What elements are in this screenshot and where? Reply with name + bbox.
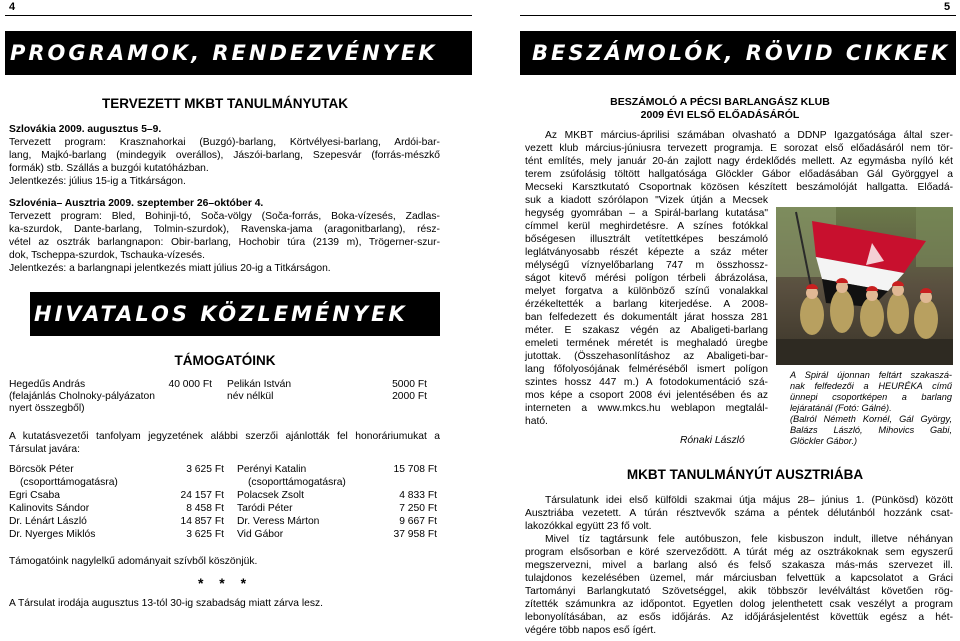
report-line: tént említés, mely január 20-án zajlott nagy érdeklődés mellett. Az egymásba nyíló két [525, 156, 953, 167]
trip1-line: lang, Majkó-barlang (mindegyik overállos), Jászói-barlang, Szepesvár (forrás-mészkő [9, 150, 440, 161]
report-line: szintes hossz 447 m.) A fotodokumentáció szá- [525, 377, 768, 388]
caption-line: ünnepi csoportképen a barlang [790, 392, 952, 402]
report-line: címmel kerül meghirdetésre. A színes fotókkal [525, 221, 768, 232]
supporter-name: nyert összegből) [9, 403, 85, 414]
heading-line: BESZÁMOLÓ A PÉCSI BARLANGÁSZ KLUB [610, 96, 830, 108]
heading-pecs-club-report [540, 96, 900, 122]
austria-line: program elsősorban e köré szerveződött. A túrát még az osztrákoknak sem egyszerű [525, 547, 953, 558]
supporter-amount: 2000 Ft [392, 391, 427, 402]
report-line: terem zsúfolásig töltött hallgatósága Glöckler Gábor előadásában Gál Györggyel a [525, 169, 953, 180]
report-line: ható. [525, 416, 548, 427]
author-amount: 14 857 Ft [180, 516, 224, 527]
austria-line: megszervezni, mivel a barlang alsó és felső szakasza más-más szervezet ill. [525, 560, 953, 571]
author-amount: 4 833 Ft [399, 490, 437, 501]
trip2-line: vétel az osztrák barlangnapon: Obir-barlang, Hochobir túra (2139 m), Trögerner-szur- [9, 237, 440, 248]
caption-line: Balázs László, Mihovics Gabi, [790, 425, 952, 435]
caption-line: A Spirál újonnan feltárt szakaszá- [790, 370, 952, 380]
austria-line: Mivel tíz tagtársunk fele autóbuszon, fele kisbuszon indult, illetve néhányan [545, 534, 953, 545]
austria-line: végére több napos eső ígért. [525, 625, 657, 636]
heading-austria-trip: MKBT TANULMÁNYÚT AUSZTRIÁBA [626, 467, 864, 482]
report-line: emeleti termének méretét is meghaladó üregbe [525, 338, 768, 349]
trip1-line: Tervezett program: Krasznahorkai (Buzgó)-barlang, Körtvélyesi-barlang, Ardói-bar- [9, 137, 440, 148]
caption-line: (Balról Németh Kornél, Gál György, [790, 414, 952, 424]
heading-planned-trips: TERVEZETT MKBT TANULMÁNYUTAK [102, 96, 348, 111]
report-line: vezett klub március-júniusra tervezett programja. E sorozat első előadásáról nem tör- [525, 143, 953, 154]
report-line: ságot kitevő mérési polígon térbeli ábrázolása, [525, 273, 768, 284]
trip1-line: Jelentkezés: július 15-ig a Titkárságon. [9, 176, 186, 187]
report-line: bőségesen illusztrált vetítettképes beszámoló [525, 234, 768, 245]
supporter-amount: 5000 Ft [392, 379, 427, 390]
page-number-left: 4 [9, 1, 16, 13]
author-amount: 37 958 Ft [393, 529, 437, 540]
caption-line: lejáratánál (Fotó: Gálné). [790, 403, 892, 413]
cave-group-photo [776, 207, 953, 365]
trip2-line: dok, Tscheppa-szurdok, Tschauka-vízesés. [9, 250, 205, 261]
author-name: Kalinovits Sándor [9, 503, 90, 514]
author-name: Börcsök Péter [9, 464, 74, 475]
report-line: mélységű víznyelőbarlang 747 m összhossz- [525, 260, 768, 271]
report-line: leglátványosabb részét képezte a száz méter [525, 247, 768, 258]
report-line: érzékeltették a barlang kiterjedése. A 2008- [525, 299, 768, 310]
report-author: Rónaki László [680, 435, 745, 446]
supporter-name: (felajánlás Cholnoky-pályázaton [9, 391, 155, 402]
report-line: Az MKBT március-áprilisi számában olvasható a DDNP Igazgatósága által szer- [545, 130, 953, 141]
authors-intro-line: A kutatásvezetői tanfolyam jegyzetének alábbi szerzői ajánlották fel honoráriumukat a [9, 431, 440, 442]
header-rule-left [5, 15, 472, 16]
trip-slovenia-austria [9, 197, 440, 275]
author-name: Perényi Katalin [237, 464, 307, 475]
austria-trip-paragraph [525, 494, 953, 637]
author-amount: 3 625 Ft [186, 464, 224, 475]
report-paragraph-full [525, 129, 953, 194]
author-name: Dr. Veress Márton [237, 516, 320, 527]
austria-line: Ausztriába vezetett. A túrán résztvevők száma a péntek délutánból hozzánk csat- [525, 508, 953, 519]
author-amount: 24 157 Ft [180, 490, 224, 501]
austria-line: tulajdonos kezelésében üzemel, már márciusban felvettük a kapcsolatot a Gráci [525, 573, 953, 584]
report-line: mos képe a csoport 2008 évi jelentésében és az [525, 390, 768, 401]
trip-slovakia [9, 123, 440, 188]
page-number-right: 5 [944, 1, 951, 13]
trip1-line: formák) stb. Szállás a buzgói kutatóházban. [9, 163, 209, 174]
author-amount: 7 250 Ft [399, 503, 437, 514]
thanks-text: Támogatóink nagylelkű adományait szívből köszönjük. [9, 556, 258, 567]
banner-reports: BESZÁMOLÓK, RÖVID CIKKEK [520, 31, 956, 75]
report-line: lang főfolyosójának felméréséből ismert polígon [525, 364, 768, 375]
author-note: (csoporttámogatásra) [20, 477, 118, 488]
office-closed-notice: A Társulat irodája augusztus 13-tól 30-ig szabadság miatt zárva lesz. [9, 598, 324, 609]
report-line: Mecseki Karsztkutató Csoportnak közösen készített beszámolóját hallgatta. Előadá- [525, 182, 953, 193]
author-amount: 15 708 Ft [393, 464, 437, 475]
austria-line: Társulatunk idei első külföldi szakmai útja május 28– június 1. (Pünkösd) között [545, 495, 953, 506]
author-name: Dr. Lénárt László [9, 516, 87, 527]
supporter-name: Pelikán István [227, 379, 292, 390]
author-amount: 9 667 Ft [399, 516, 437, 527]
author-name: Taródi Péter [237, 503, 293, 514]
section-separator-stars: * * * [197, 575, 253, 591]
austria-line: Tartományi Barlangkutató Szövetséggel, akik többször levélváltást követően rög- [525, 586, 953, 597]
report-paragraph-narrow [525, 194, 768, 428]
report-line: interneten a www.mkcs.hu weblapon megtalál- [525, 403, 768, 414]
report-line: ban felfedezett és dokumentált járat hossza 281 [525, 312, 768, 323]
author-name: Egri Csaba [9, 490, 60, 501]
report-line: méter. E szakasz végén az Abaligeti-barlang [525, 325, 768, 336]
author-name: Dr. Nyerges Miklós [9, 529, 96, 540]
authors-intro-line: Társulat javára: [9, 444, 80, 455]
author-amount: 8 458 Ft [186, 503, 224, 514]
caption-line: nak felfedezői a HEURÉKA című [790, 381, 952, 391]
report-line: suk a kiadott szórólapon "Vizek útján a Mecsek [525, 195, 768, 206]
author-name: Polacsek Zsolt [237, 490, 304, 501]
austria-line: lebonyolításában, az esős időjárás. Az időjárásjelentést követtük egész a hét- [525, 612, 953, 623]
austria-line: zítették számunkra az időpontot. Egyetlen dolog jelenthetett csak veszélyt a program [525, 599, 953, 610]
supporter-amount: 40 000 Ft [168, 379, 212, 390]
photo-illustration [776, 207, 953, 365]
report-line: jutottak. (Összehasonlításhoz az Abaligeti-bar- [525, 351, 768, 362]
trip2-line: Jelentkezés: a barlangnapi jelentkezés miatt július 20-ig a Titkárságon. [9, 263, 331, 274]
austria-line: lakozókkal együtt 23 fő volt. [525, 521, 652, 532]
banner-official-notices: HIVATALOS KÖZLEMÉNYEK [30, 292, 440, 336]
supporter-name: név nélkül [227, 391, 274, 402]
caption-line: Glöckler Gábor.) [790, 436, 858, 446]
trip1-title: Szlovákia 2009. augusztus 5–9. [9, 124, 162, 135]
supporter-name: Hegedűs András [9, 379, 86, 390]
author-note: (csoporttámogatásra) [248, 477, 346, 488]
header-rule-right [520, 15, 956, 16]
trip2-line: Tervezett program: Bled, Bohinji-tó, Soča-völgy (Soča-forrás, Boka-vízesés, Zadlas- [9, 211, 440, 222]
photo-caption [790, 370, 952, 447]
authors-intro [9, 430, 440, 456]
banner-programs: PROGRAMOK, RENDEZVÉNYEK [5, 31, 472, 75]
trip2-title: Szlovénia– Ausztria 2009. szeptember 26–október 4. [9, 198, 264, 209]
heading-line: 2009 ÉVI ELSŐ ELŐADÁSÁRÓL [640, 109, 800, 121]
author-amount: 3 625 Ft [186, 529, 224, 540]
author-name: Vid Gábor [237, 529, 284, 540]
report-line: melyet forgatva a különböző színű vonalakkal [525, 286, 768, 297]
heading-supporters: TÁMOGATÓINK [174, 353, 276, 368]
trip2-line: ka-szurdok, Dante-barlang, Tolmin-szurdok), Ravenska-jama (aragonitbarlang), rész- [9, 224, 440, 235]
report-line: hegység gyomrában – a Spirál-barlang kutatása" [525, 208, 768, 219]
